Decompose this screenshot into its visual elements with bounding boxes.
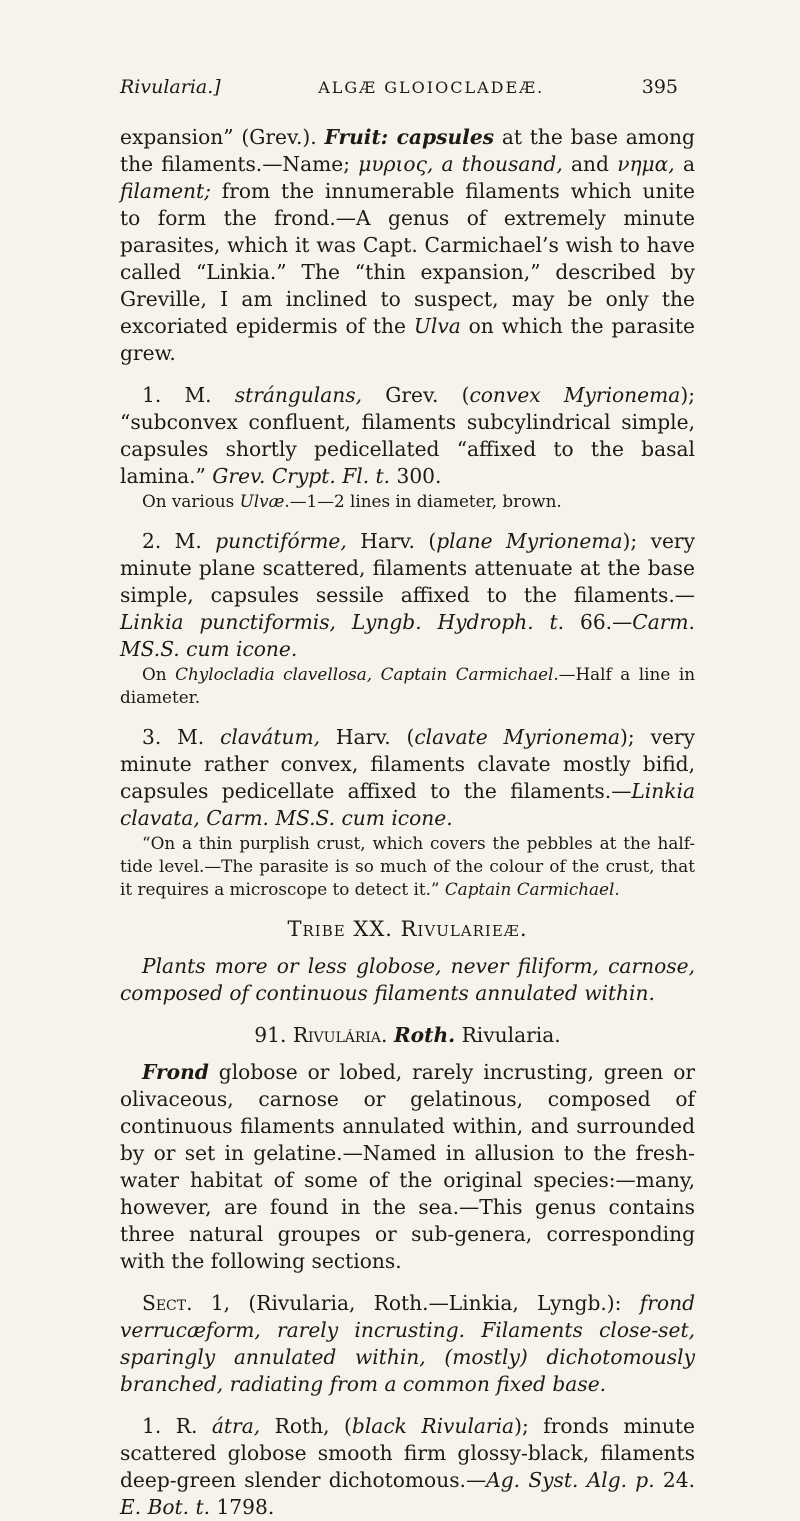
text-run: 66.—	[564, 610, 633, 634]
text-run: Rivularia.	[455, 1023, 561, 1047]
text-run: on which the parasite grew.	[120, 314, 696, 365]
text-run: 1798.	[210, 1495, 275, 1519]
text-run: filament;	[120, 179, 211, 203]
text-run: Harv. (	[346, 529, 437, 553]
text-run: .—1—2 lines in diameter, brown.	[284, 491, 562, 511]
text-run: μυριος, a thousand,	[358, 152, 563, 176]
header-genus: Rivularia.]	[120, 76, 221, 98]
text-run: 300.	[390, 464, 442, 488]
page-number: 395	[641, 76, 678, 98]
text-run: Sect. 1,	[142, 1291, 231, 1315]
text-run: Fruit: capsules	[324, 125, 495, 149]
text-run: On	[142, 664, 176, 684]
text-run: (Rivularia, Roth.—Linkia, Lyngb.):	[230, 1291, 640, 1315]
text-run: from the innumerable filaments which unite to form the frond.—A genus of extremely minute parasites, which it was Capt. Carmichael’s wish to have called “Linkia.” The “thin expansion,” described by Greville, I am inclined to suspect, may be only the excoriated epidermis of the	[120, 179, 695, 338]
text-run: Grev. (	[362, 383, 470, 407]
text-run: globose or lobed, rarely incrusting, green or olivaceous, carnose or gelatinous, composed of continuous filaments annulated within, and surrounded by or set in gelatine.—Named in allusion to the fresh-water habitat of some of the original species:—many, however, are found in the sea.—This genus contains three natural groupes or sub-genera, corresponding with the following sections.	[120, 1060, 695, 1273]
text-run: Carm. MS.S. cum icone.	[120, 610, 695, 661]
text-run: Chylocladia clavellosa, Captain Carmichael.	[175, 664, 559, 684]
text-run: 24.	[654, 1468, 695, 1492]
text-run: On various	[142, 491, 240, 511]
text-run: 1. R.	[142, 1414, 212, 1438]
text-run: Rivulária.	[292, 1023, 388, 1047]
habitat-note-strangulans	[120, 490, 695, 513]
text-run: 1. M.	[142, 383, 235, 407]
text-run: expansion” (Grev.).	[120, 125, 325, 149]
text-run: Captain Carmichael.	[444, 879, 620, 899]
habitat-note-punctiforme	[120, 663, 695, 709]
running-header	[120, 76, 678, 98]
genus-description	[120, 1059, 695, 1275]
species-entry-clavatum	[120, 724, 695, 832]
text-run: Ag. Syst. Alg. p.	[486, 1468, 655, 1492]
text-run: Ulvæ	[239, 491, 285, 511]
text-run: 3. M.	[142, 725, 221, 749]
text-run: Frond	[142, 1060, 209, 1084]
text-run: a	[674, 152, 695, 176]
text-run: Plants more or less globose, never filiform, carnose, composed of continuous filaments annulated within.	[120, 954, 695, 1005]
text-run: ); very minute rather convex, filaments clavate mostly bifid, capsules pedicellate affixed to the filaments.—	[120, 725, 695, 803]
header-section-title: ALGÆ GLOIOCLADEÆ.	[318, 78, 545, 97]
text-run: punctifórme,	[215, 529, 347, 553]
text-run: Grev. Crypt. Fl. t.	[212, 464, 391, 488]
text-run: strángulans,	[234, 383, 363, 407]
tribe-heading	[120, 916, 695, 943]
text-run: νημα,	[617, 152, 675, 176]
body-text	[120, 124, 695, 1521]
text-run: —Half a line in diameter.	[120, 664, 696, 707]
text-run: clavátum,	[220, 725, 321, 749]
text-run: convex Myrionema	[469, 383, 681, 407]
tribe-description	[120, 953, 695, 1007]
text-run: 91.	[254, 1023, 293, 1047]
text-run: at the base among the filaments.—Name;	[120, 125, 695, 176]
genus-heading	[120, 1022, 695, 1049]
text-run: Linkia clavata, Carm. MS.S. cum icone.	[120, 779, 695, 830]
section-heading	[120, 1290, 695, 1398]
text-run: átra,	[211, 1414, 261, 1438]
species-entry-atra	[120, 1413, 695, 1521]
text-run: Harv. (	[320, 725, 415, 749]
text-run: E. Bot. t.	[120, 1495, 211, 1519]
text-run: frond verrucæform, rarely incrusting. Filaments close-set, sparingly annulated within, (mostly) dichotomously branched, radiating from a common fixed base.	[120, 1291, 695, 1396]
text-run: Roth, (	[260, 1414, 352, 1438]
text-run: and	[562, 152, 618, 176]
habitat-note-clavatum	[120, 832, 695, 901]
text-run: “On a thin purplish crust, which covers the pebbles at the half-tide level.—The parasite is so much of the colour of the crust, that it requires a microscope to detect it.”	[120, 833, 695, 899]
text-run: Roth.	[393, 1023, 456, 1047]
species-entry-strangulans	[120, 382, 695, 490]
intro-paragraph	[120, 124, 695, 367]
text-run: black Rivularia	[351, 1414, 515, 1438]
species-entry-punctiforme	[120, 528, 695, 663]
text-run: Linkia punctiformis, Lyngb. Hydroph. t.	[120, 610, 565, 634]
text-run: 2. M.	[142, 529, 216, 553]
text-run: plane Myrionema	[436, 529, 623, 553]
text-run: ); very minute plane scattered, filaments attenuate at the base simple, capsules sessile affixed to the filaments.—	[120, 529, 695, 607]
text-run: Ulva	[413, 314, 461, 338]
text-run: Tribe XX. Rivularieæ.	[287, 917, 528, 941]
text-run: clavate Myrionema	[414, 725, 621, 749]
text-run: ); “subconvex confluent, filaments subcylindrical simple, capsules shortly pedicellated “affixed to the basal lamina.”	[120, 383, 695, 488]
text-run: ); fronds minute scattered globose smooth firm glossy-black, filaments deep-green slender dichotomous.—	[120, 1414, 695, 1492]
